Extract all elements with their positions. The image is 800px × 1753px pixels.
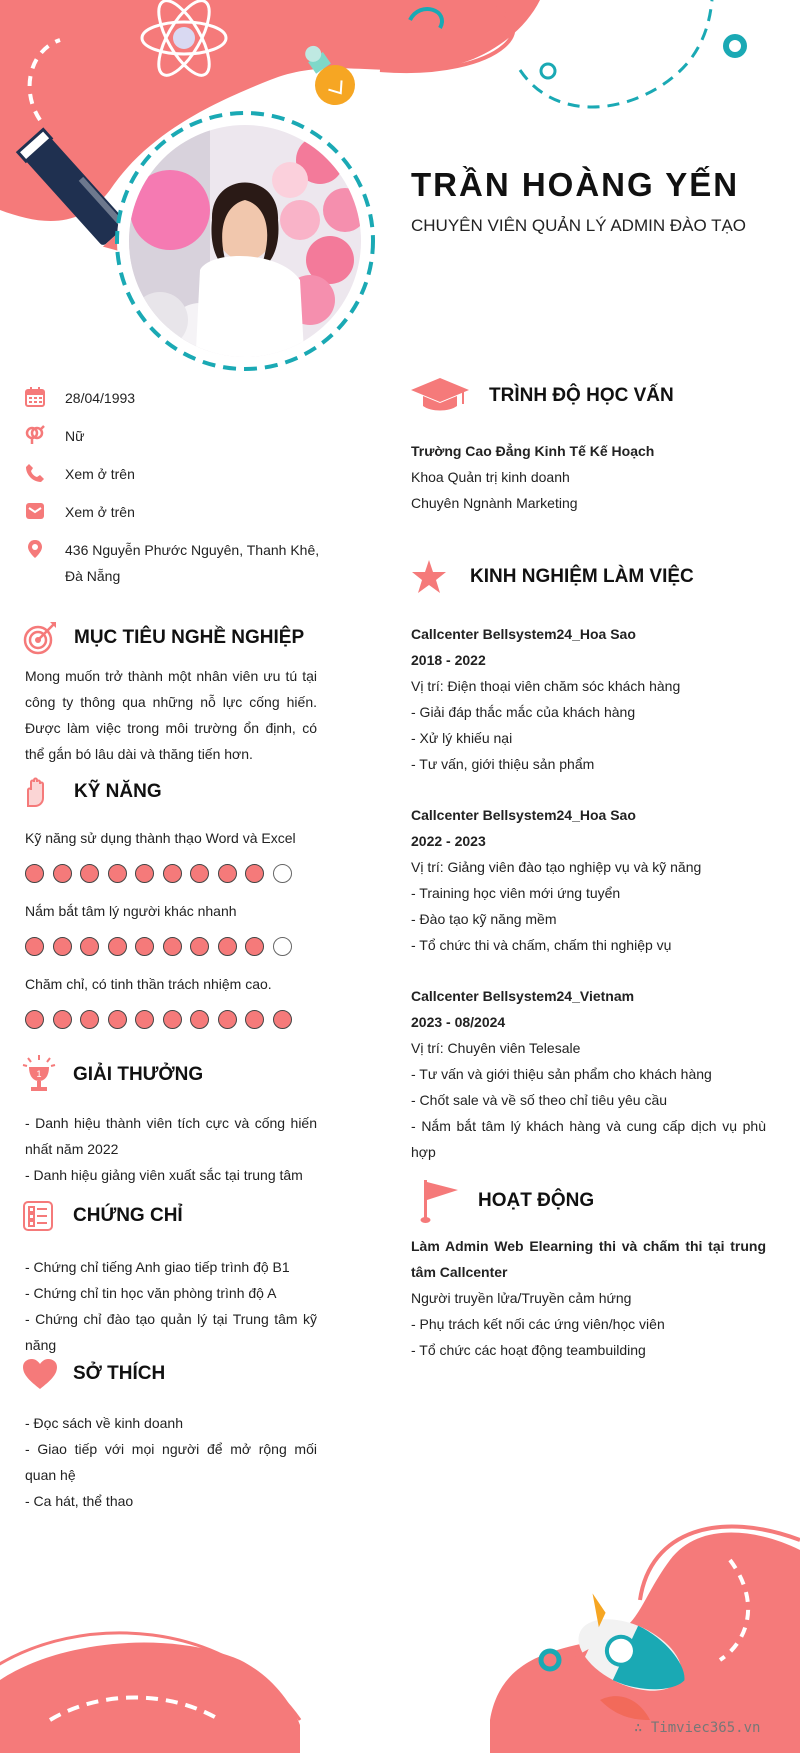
- objective-heading: [22, 620, 304, 656]
- rating-dot: [273, 937, 292, 956]
- rating-dot: [190, 1010, 209, 1029]
- faculty: Khoa Quản trị kinh doanh: [411, 469, 570, 485]
- rating-dot: [135, 864, 154, 883]
- job-title: CHUYÊN VIÊN QUẢN LÝ ADMIN ĐÀO TẠO: [411, 216, 747, 235]
- phone-icon: [25, 463, 45, 483]
- rating-dot: [80, 864, 99, 883]
- svg-text:1: 1: [36, 1069, 42, 1079]
- rating-dot: [190, 864, 209, 883]
- checklist-icon: [22, 1200, 54, 1232]
- job-period: 2023 - 08/2024: [411, 1014, 506, 1030]
- job-duty: - Đào tạo kỹ năng mềm: [411, 911, 557, 927]
- job-position: Vị trí: Chuyên viên Telesale: [411, 1040, 581, 1056]
- rating-dot: [245, 1010, 264, 1029]
- awards-heading: [22, 1055, 203, 1095]
- trophy-icon: [22, 1055, 56, 1095]
- certificates-title: CHỨNG CHỈ: [73, 1205, 183, 1226]
- rating-dot: [163, 1010, 182, 1029]
- skill-label: Kỹ năng sử dụng thành thạo Word và Excel: [25, 830, 296, 846]
- email-icon: [25, 501, 45, 521]
- rating-dot: [218, 864, 237, 883]
- skill-rating: [25, 937, 300, 956]
- calendar-icon: [25, 387, 45, 407]
- skills-title: KỸ NĂNG: [74, 781, 162, 802]
- dob-value: 28/04/1993: [65, 390, 136, 406]
- job-company: Callcenter Bellsystem24_Hoa Sao: [411, 807, 636, 823]
- certificates-list: [25, 1254, 317, 1358]
- skill-label: Chăm chỉ, có tinh thần trách nhiệm cao.: [25, 976, 272, 992]
- job-position: Vị trí: Giảng viên đào tạo nghiệp vụ và kỹ năng: [411, 859, 702, 875]
- job-duty: - Tổ chức thi và chấm, chấm thi nghiệp vụ: [411, 937, 672, 953]
- target-icon: [22, 620, 58, 656]
- email-value: Xem ở trên: [65, 504, 135, 520]
- heart-icon: [22, 1358, 58, 1390]
- hobbies-title: SỞ THÍCH: [73, 1363, 166, 1384]
- experience-job: [411, 802, 766, 958]
- info-dob: [25, 385, 335, 411]
- rating-dot: [108, 864, 127, 883]
- skill-rating: [25, 864, 300, 883]
- awards-title: GIẢI THƯỞNG: [73, 1064, 204, 1085]
- education-body: [411, 438, 766, 516]
- gender-icon: [25, 425, 45, 445]
- job-duty: - Chốt sale và về số theo chỉ tiêu yêu cầu: [411, 1092, 668, 1108]
- list-item: - Chứng chỉ đào tạo quản lý tại Trung tâm kỹ năng: [25, 1311, 317, 1353]
- list-item: - Danh hiệu giảng viên xuất sắc tại trung tâm: [25, 1167, 303, 1183]
- rating-dot: [273, 1010, 292, 1029]
- address-value: 436 Nguyễn Phước Nguyên, Thanh Khê, Đà Nẵng: [65, 542, 320, 584]
- rating-dot: [108, 1010, 127, 1029]
- education-heading: [411, 378, 674, 414]
- job-duty: - Giải đáp thắc mắc của khách hàng: [411, 704, 636, 720]
- rating-dot: [218, 937, 237, 956]
- job-duty: - Tư vấn, giới thiệu sản phẩm: [411, 756, 595, 772]
- job-period: 2018 - 2022: [411, 652, 486, 668]
- rating-dot: [190, 937, 209, 956]
- activities-heading: [420, 1178, 594, 1224]
- rating-dot: [163, 864, 182, 883]
- hobbies-list: [25, 1410, 317, 1514]
- gender-value: Nữ: [65, 428, 85, 444]
- education-title: TRÌNH ĐỘ HỌC VẤN: [489, 385, 674, 406]
- info-gender: [25, 423, 335, 449]
- list-item: - Đọc sách về kinh doanh: [25, 1415, 183, 1431]
- rating-dot: [53, 1010, 72, 1029]
- job-duty: - Tư vấn và giới thiệu sản phẩm cho khách hàng: [411, 1066, 712, 1082]
- list-item: - Giao tiếp với mọi người để mở rộng mối quan hệ: [25, 1441, 317, 1483]
- job-duty: - Nắm bắt tâm lý khách hàng và cung cấp dịch vụ phù hợp: [411, 1118, 766, 1160]
- activity-line: - Tổ chức các hoạt động teambuilding: [411, 1342, 646, 1358]
- activity-headline: Làm Admin Web Elearning thi và chấm thi tại trung tâm Callcenter: [411, 1238, 766, 1280]
- info-email: [25, 499, 335, 525]
- location-pin-icon: [25, 539, 45, 559]
- job-company: Callcenter Bellsystem24_Hoa Sao: [411, 626, 636, 642]
- rating-dot: [53, 937, 72, 956]
- activity-line: Người truyền lửa/Truyền cảm hứng: [411, 1290, 632, 1306]
- rating-dot: [135, 937, 154, 956]
- hand-icon: [22, 776, 50, 808]
- rating-dot: [218, 1010, 237, 1029]
- job-duty: - Xử lý khiếu nại: [411, 730, 513, 746]
- rating-dot: [245, 937, 264, 956]
- info-address: [25, 537, 335, 589]
- hobbies-heading: [22, 1358, 165, 1390]
- skill-rating: [25, 1010, 300, 1029]
- list-item: - Danh hiệu thành viên tích cực và cống hiến nhất năm 2022: [25, 1115, 317, 1157]
- star-icon: [411, 560, 447, 594]
- rating-dot: [80, 1010, 99, 1029]
- list-item: - Ca hát, thể thao: [25, 1493, 134, 1509]
- flag-icon: [420, 1178, 460, 1224]
- job-company: Callcenter Bellsystem24_Vietnam: [411, 988, 635, 1004]
- rating-dot: [25, 864, 44, 883]
- list-item: - Chứng chỉ tiếng Anh giao tiếp trình độ B1: [25, 1259, 290, 1275]
- info-phone: [25, 461, 335, 487]
- rating-dot: [80, 937, 99, 956]
- rating-dot: [25, 1010, 44, 1029]
- phone-value: Xem ở trên: [65, 466, 135, 482]
- rating-dot: [273, 864, 292, 883]
- job-duty: - Training học viên mới ứng tuyển: [411, 885, 621, 901]
- experience-job: [411, 621, 766, 777]
- experience-title: KINH NGHIỆM LÀM VIỆC: [470, 566, 694, 587]
- activity-line: - Phụ trách kết nối các ứng viên/học viên: [411, 1316, 665, 1332]
- awards-list: [25, 1110, 317, 1188]
- watermark: ∴ Timviec365.vn: [634, 1720, 761, 1736]
- rating-dot: [245, 864, 264, 883]
- experience-heading: [411, 560, 694, 594]
- activities-title: HOẠT ĐỘNG: [478, 1190, 595, 1211]
- certificates-heading: [22, 1200, 183, 1232]
- skills-heading: [22, 776, 162, 808]
- job-period: 2022 - 2023: [411, 833, 486, 849]
- rating-dot: [108, 937, 127, 956]
- school-name: Trường Cao Đẳng Kinh Tế Kế Hoạch: [411, 443, 655, 459]
- objective-title: MỤC TIÊU NGHỀ NGHIỆP: [74, 627, 305, 648]
- list-item: - Chứng chỉ tin học văn phòng trình độ A: [25, 1285, 277, 1301]
- major: Chuyên Ngnành Marketing: [411, 495, 578, 511]
- rating-dot: [163, 937, 182, 956]
- activities-body: [411, 1233, 766, 1363]
- rating-dot: [25, 937, 44, 956]
- skill-label: Nắm bắt tâm lý người khác nhanh: [25, 903, 237, 919]
- experience-job: [411, 983, 766, 1165]
- rating-dot: [53, 864, 72, 883]
- rating-dot: [135, 1010, 154, 1029]
- candidate-name: TRẦN HOÀNG YẾN: [411, 166, 740, 203]
- graduation-cap-icon: [411, 378, 469, 414]
- job-position: Vị trí: Điện thoại viên chăm sóc khách hàng: [411, 678, 681, 694]
- objective-text: Mong muốn trở thành một nhân viên ưu tú tại công ty thông qua những nỗ lực cống hiến. Được làm việc trong môi trường ổn định, có thể gắn bó lâu dài và thăng tiến hơn.: [25, 668, 317, 762]
